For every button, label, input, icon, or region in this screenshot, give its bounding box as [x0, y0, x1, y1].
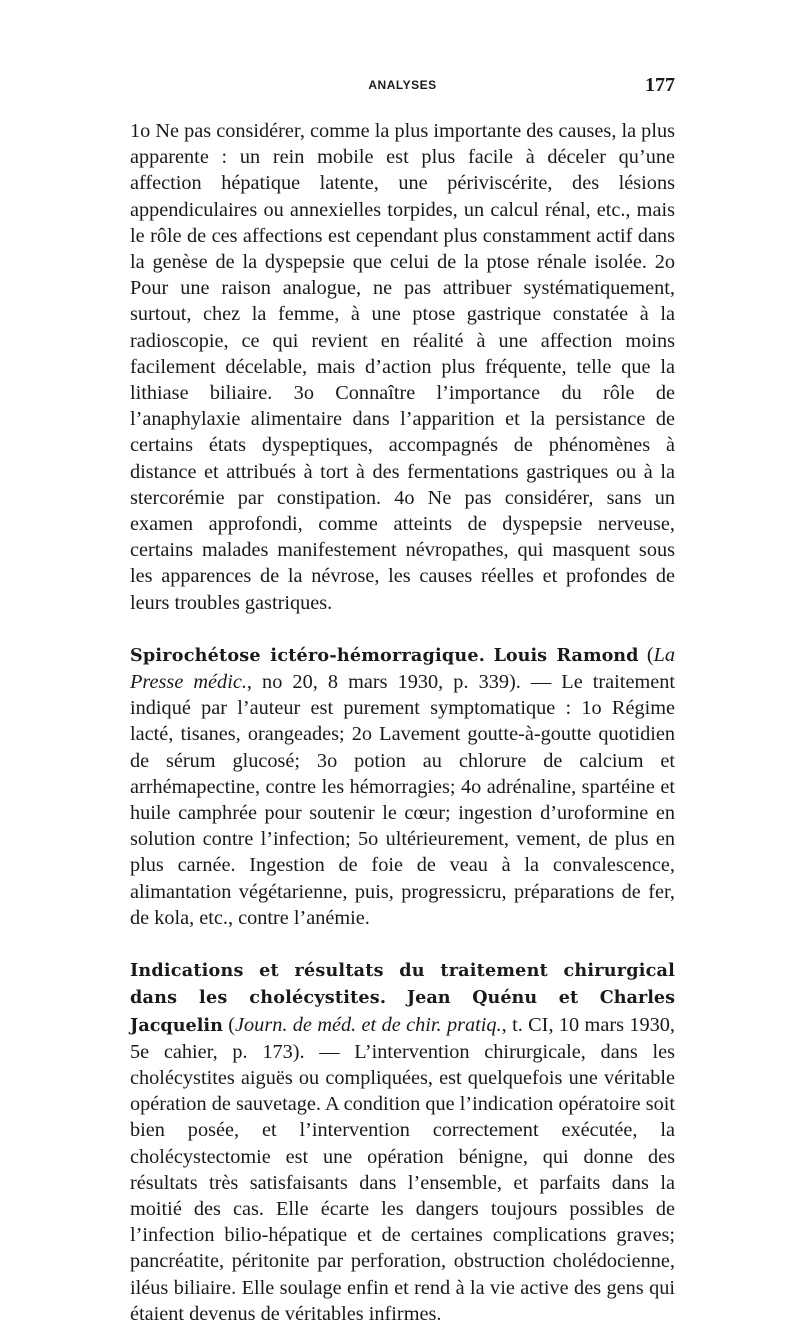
entry-journal: Journ. de méd. et de chir. pratiq.: [235, 1013, 502, 1036]
page-number: 177: [645, 74, 675, 96]
entry-reference-open: (: [222, 1013, 236, 1036]
page-body: [130, 118, 675, 1327]
entry-title: Indications et résultats du traitement chirurgical dans les cholécystites.: [130, 960, 675, 1009]
entry-reference-open: (: [638, 643, 654, 666]
entry-reference-rest: , no 20, 8 mars 1930, p. 339).: [246, 671, 521, 694]
entry-authors: Jean Quénu et Charles Jacquelin: [130, 987, 675, 1036]
entry-journal: La Presse médic.: [130, 643, 676, 694]
entry-title: Spirochétose ictéro-hémorragique.: [130, 644, 486, 666]
entry-spirochetose: [130, 642, 675, 931]
entry-body: — Le traitement indiqué par l’auteur est purement symptomatique : 1o Régime lacté, tisanes, orangeades; 2o Lavement goutte-à-goutte quotidien de sérum glucosé; 3o potion au chlorure de calcium et arrhémapectine, contre les hémorragies; 4o adrénaline, spartéine et huile camphrée pour soutenir le cœur; ingestion d’uroformine en solution contre l’infection; 5o ultérieurement, vement, de plus en plus carnée. Ingestion de foie de veau à la convalescence, alimantation végétarienne, puis, progressicru, préparations de fer, de kola, etc., contre l’anémie.: [130, 671, 675, 929]
entry-body: — L’intervention chirurgicale, dans les cholécystites aiguës ou compliquées, est quelquefois une véritable opération de sauvetage. A condition que l’indication opératoire soit bien posée, et l’intervention correctement exécutée, la cholécystectomie est une opération bénigne, qui donne des résultats très satisfaisants dans l’ensemble, et parfaits dans la moitié des cas. Elle écarte les dangers toujours possibles de l’infection bilio-hépatique et de certaines complications graves; pancréatite, péritonite par perforation, obstruction cholédocienne, iléus biliaire. Elle soulage enfin et rend à la vie active des gens qui étaient devenus de véritables infirmes.: [130, 1040, 675, 1325]
entry-authors: Louis Ramond: [493, 644, 639, 666]
entry-reference-rest: , t. CI, 10 mars 1930, 5e cahier, p. 173).: [130, 1013, 675, 1063]
entry-cholecystites: [130, 957, 675, 1327]
page-header: [130, 74, 675, 102]
running-title: ANALYSES: [368, 78, 437, 92]
intro-paragraph: 1o Ne pas considérer, comme la plus importante des causes, la plus apparente : un rein mobile est plus facile à déceler qu’une affection hépatique latente, une périviscérite, des lésions appendiculaires ou annexielles torpides, un calcul rénal, etc., mais le rôle de ces affections est cependant plus constamment actif dans la genèse de la dyspepsie que celui de la ptose rénale isolée. 2o Pour une raison analogue, ne pas attribuer systématiquement, surtout, chez la femme, à une ptose gastrique constatée à la radioscopie, ce qui revient en réalité à une affection moins facilement décelable, mais d’action plus fréquente, telle que la lithiase biliaire. 3o Connaître l’importance du rôle de l’anaphylaxie alimentaire dans l’apparition et la persistance de certains états dyspeptiques, accompagnés de phénomènes à distance et attribués à tort à des fermentations gastriques ou à la stercorémie par constipation. 4o Ne pas considérer, sans un examen approfondi, comme atteints de dyspepsie nerveuse, certains malades manifestement névropathes, qui masquent sous les apparences de la névrose, les causes réelles et profondes de leurs troubles gastriques.: [130, 120, 675, 614]
